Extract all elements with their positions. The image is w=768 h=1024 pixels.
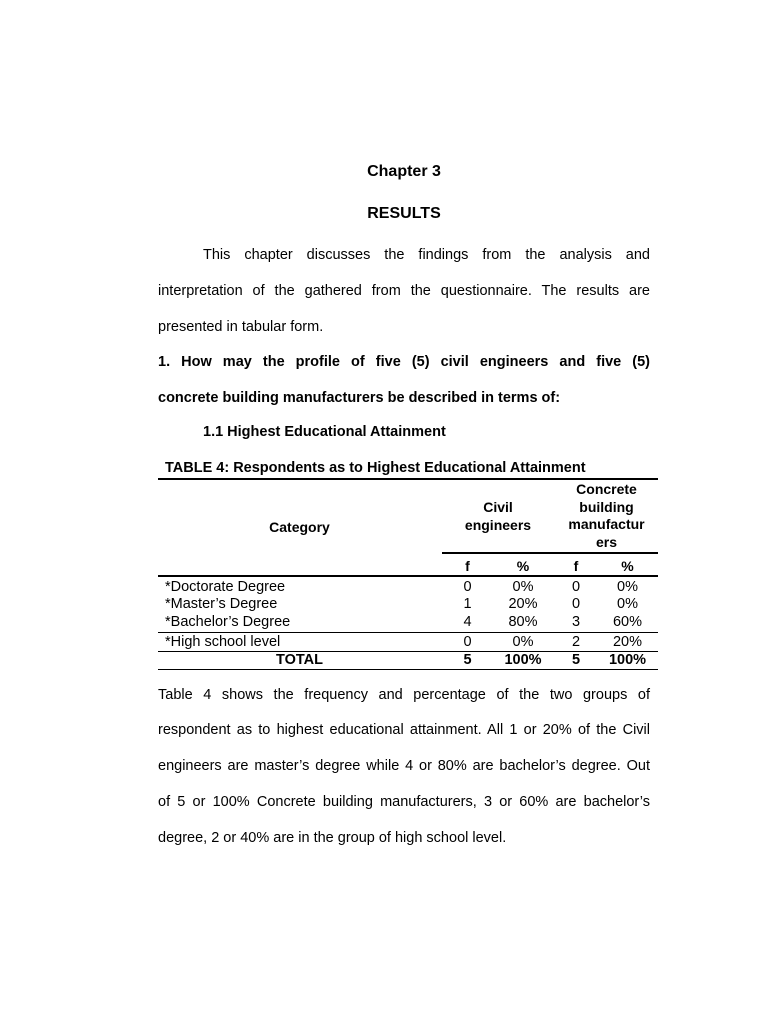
civil-f-header: f xyxy=(465,558,470,574)
civil-pct-header: % xyxy=(516,558,530,574)
concrete-pct-header: % xyxy=(621,558,634,574)
table-bottom-rule xyxy=(158,669,658,670)
discussion-line-4: of 5 or 100% Concrete building manufacturers, 3 or 60% are bachelor’s xyxy=(158,794,650,810)
category-header: Category xyxy=(269,519,330,535)
intro-line-3: presented in tabular form. xyxy=(158,319,324,335)
question-line-1: 1. How may the profile of five (5) civil engineers and five (5) xyxy=(158,354,650,370)
subheading: 1.1 Highest Educational Attainment xyxy=(203,424,446,440)
discussion-line-3: engineers are master’s degree while 4 or 80% are bachelor’s degree. Out xyxy=(158,758,650,774)
discussion-line-1: Table 4 shows the frequency and percentage of the two groups of xyxy=(158,687,650,703)
intro-line-1: This chapter discusses the findings from the analysis and xyxy=(203,247,650,263)
table-top-rule xyxy=(158,478,658,480)
civil-engineers-header: Civil engineers xyxy=(464,499,532,533)
concrete-f-header: f xyxy=(573,558,579,574)
concrete-manufacturers-header: Concrete building manufactur ers xyxy=(568,481,645,550)
header-bottom-rule xyxy=(158,575,658,577)
discussion-line-5: degree, 2 or 40% are in the group of high school level. xyxy=(158,830,507,846)
question-line-2: concrete building manufacturers be described in terms of: xyxy=(158,390,561,406)
chapter-heading: Chapter 3 xyxy=(367,163,441,180)
document-page: Chapter 3 RESULTS This chapter discusses the findings from the analysis and interpretation of the gathered from the questionnaire. The results are presented in tabular form. 1. How may the profile of five (5) civil engineers and five (5) concrete building manufacturers be described in terms of: 1.1 Highest Educational Attainment TABLE 4: Respondents as to Highest Educational Attainment Category Civil engineers Concrete building manufactur ers f % f % *Doctorate Degree 0 0% 0 0% *Master’s Degree 1 20% 0 0% *Bachelor’s Degree 4 80% 3 60% *High school level 0 0% 2 20% TOTAL 5 100% 5 100% Table 4 shows the frequency and percentage of the two groups of respondent as to highest educational attainment. All 1 or 20% of the Civil engineers are master’s degree while 4 or 80% are bachelor’s degree. Out of 5 or 100% Concrete building manufacturers, 3 or 60% are bachelor’s degree, 2 or 40% are in the group of high school level. xyxy=(0,0,768,1024)
discussion-line-2: respondent as to highest educational attainment. All 1 or 20% of the Civil xyxy=(158,722,650,738)
section-title: RESULTS xyxy=(367,205,441,222)
row-divider xyxy=(158,632,658,633)
subheader-rule xyxy=(442,552,658,554)
intro-line-2: interpretation of the gathered from the questionnaire. The results are xyxy=(158,283,650,299)
table-caption: TABLE 4: Respondents as to Highest Educational Attainment xyxy=(165,460,586,476)
